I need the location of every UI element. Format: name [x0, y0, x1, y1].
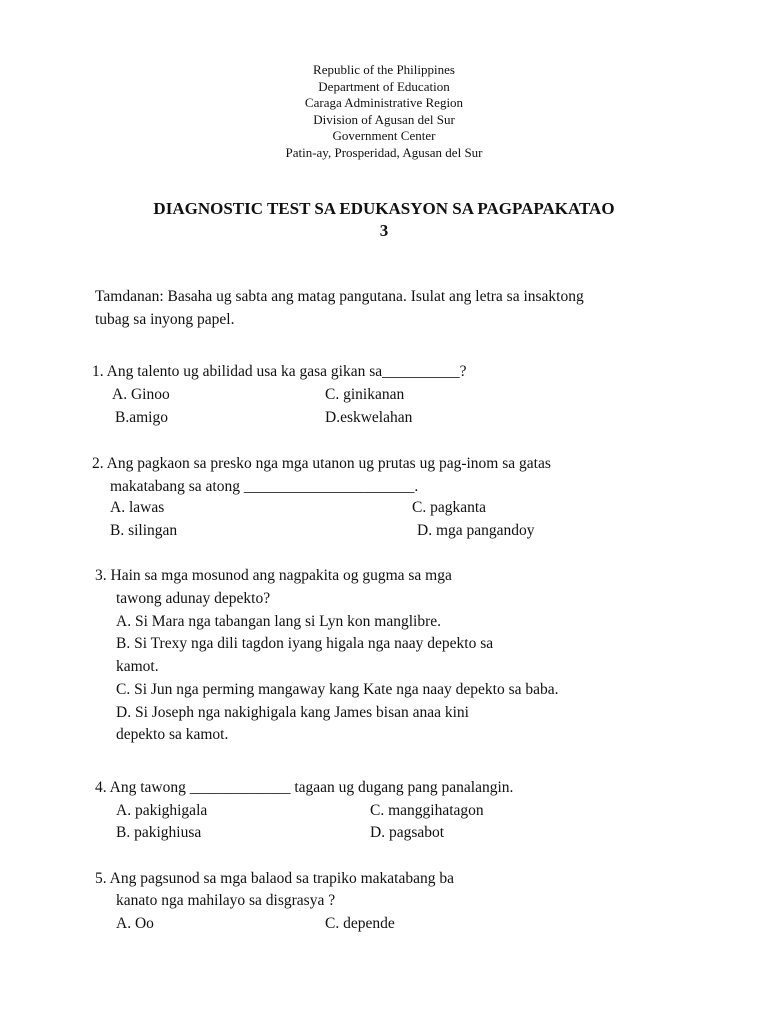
- header-address: Patin-ay, Prosperidad, Agusan del Sur: [285, 144, 483, 160]
- question-3-stem-cont: tawong adunay depekto?: [116, 590, 271, 607]
- option-b: B.amigo: [115, 409, 168, 426]
- header-government-center: Government Center: [332, 128, 436, 144]
- option-d: D.eskwelahan: [325, 409, 413, 426]
- instructions-line: tubag sa inyong papel.: [95, 311, 235, 328]
- option-c: C. Si Jun nga perming mangaway kang Kate nga naay depekto sa baba.: [116, 681, 559, 698]
- option-c: C. ginikanan: [325, 386, 405, 403]
- option-a: A. lawas: [110, 499, 165, 516]
- option-d-cont: depekto sa kamot.: [116, 726, 229, 743]
- option-a: A. Si Mara nga tabangan lang si Lyn kon manglibre.: [116, 613, 442, 630]
- option-b: B. Si Trexy nga dili tagdon iyang higala nga naay depekto sa: [116, 635, 494, 652]
- test-grade: 3: [379, 221, 389, 240]
- test-title: [0, 198, 768, 242]
- option-d: D. Si Joseph nga nakighigala kang James bisan anaa kini: [116, 704, 469, 721]
- question-5-stem-cont: kanato nga mahilayo sa disgrasya ?: [116, 892, 336, 909]
- header-division: Division of Agusan del Sur: [313, 111, 455, 127]
- header-region: Caraga Administrative Region: [304, 95, 464, 111]
- option-b-cont: kamot.: [116, 658, 159, 675]
- option-b: B. pakighiusa: [116, 824, 202, 841]
- letterhead: [0, 62, 768, 162]
- option-a: A. Oo: [116, 915, 154, 932]
- instructions-line: Tamdanan: Basaha ug sabta ang matag pangutana. Isulat ang letra sa insaktong: [95, 288, 584, 305]
- option-c: C. pagkanta: [412, 499, 487, 516]
- question-1-stem: 1. Ang talento ug abilidad usa ka gasa gikan sa__________?: [92, 363, 467, 380]
- question-2-stem-cont: makatabang sa atong ______________________.: [110, 478, 419, 495]
- header-republic: Republic of the Philippines: [313, 62, 455, 77]
- question-5-stem: 5. Ang pagsunod sa mga balaod sa trapiko makatabang ba: [95, 870, 454, 887]
- option-c: C. manggihatagon: [370, 802, 484, 819]
- header-department: Department of Education: [318, 78, 450, 94]
- instructions: [95, 285, 715, 331]
- question-3-stem: 3. Hain sa mga mosunod ang nagpakita og gugma sa mga: [95, 567, 452, 584]
- test-title-line: DIAGNOSTIC TEST SA EDUKASYON SA PAGPAPAKATAO: [153, 199, 615, 218]
- option-d: D. mga pangandoy: [417, 522, 535, 539]
- question-2-stem: 2. Ang pagkaon sa presko nga mga utanon ug prutas ug pag-inom sa gatas: [92, 455, 551, 472]
- option-d: D. pagsabot: [370, 824, 445, 841]
- option-b: B. silingan: [110, 522, 178, 539]
- option-a: A. Ginoo: [112, 386, 170, 403]
- question-4-stem: 4. Ang tawong _____________ tagaan ug dugang pang panalangin.: [95, 779, 514, 796]
- option-a: A. pakighigala: [116, 802, 208, 819]
- option-c: C. depende: [325, 915, 395, 932]
